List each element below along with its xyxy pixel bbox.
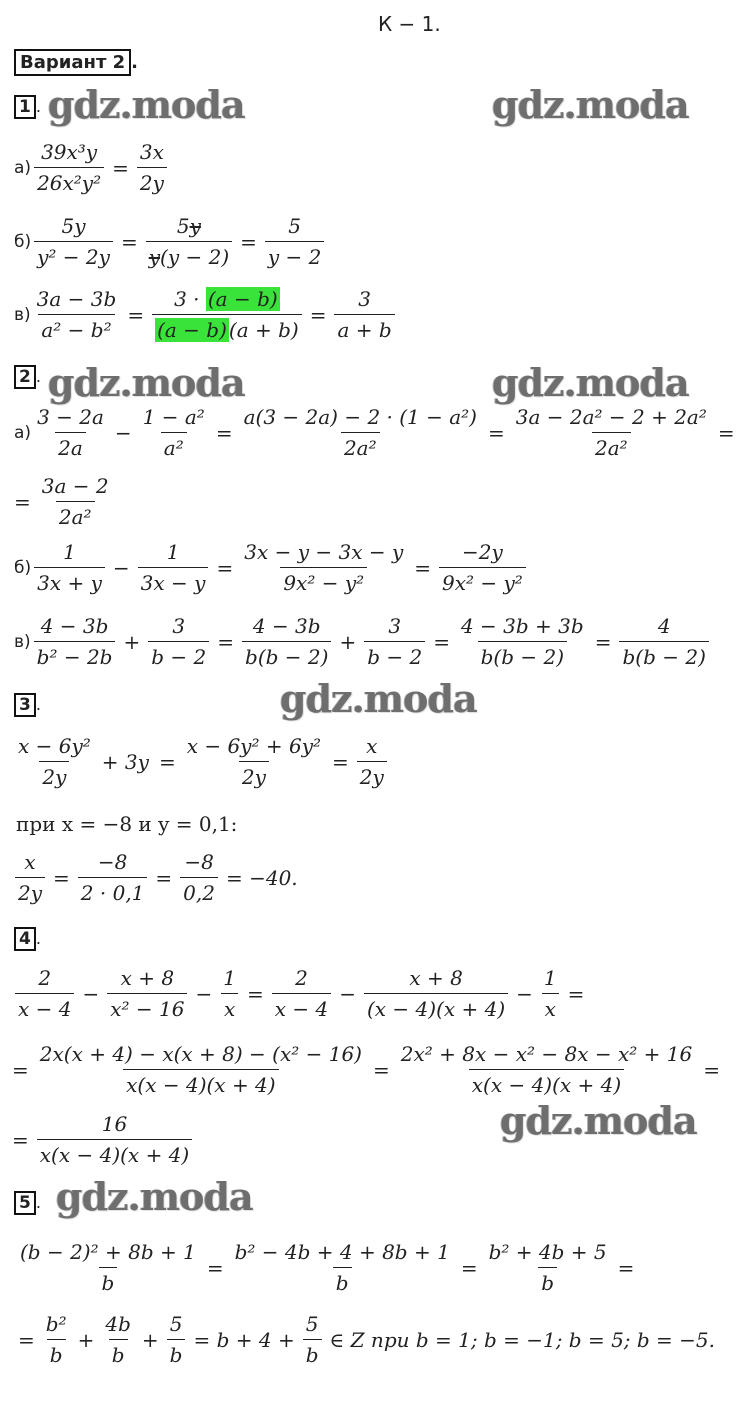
t2-b-line: б) $\frac{1}{3x + y}$ − $\frac{1}{3x - y}$ = $\frac{3x - y - 3x - y}{\text{9x² − y²}}$ = $\frac{-2y}{\text{9x² − y²}}$ (14, 540, 529, 595)
variant-box: Вариант 2 (14, 49, 131, 76)
task-number-3: 3 . (14, 694, 41, 716)
watermark: gdz.moda (492, 360, 689, 405)
t1-a-line: а) $\frac{\text{39x³y}}{\text{26x²y²}}$ = $\frac{3x}{2y}$ (14, 140, 170, 195)
watermark: gdz.moda (48, 82, 245, 127)
watermark: gdz.moda (48, 360, 245, 405)
task-number-4: 4 . (14, 928, 41, 950)
t1-b-line: б) $\frac{5y}{\text{y² − 2y}}$ = $\frac{5y}{y(y - 2)}$ = $\frac{5}{y - 2}$ (14, 214, 327, 269)
t5-line1: $\frac{\text{(b − 2)² + 8b + 1}}{b}$ = $\frac{\text{b² − 4b + 4 + 8b + 1}}{b}$ = $\frac{\text{b² + 4b + 5}}{b}$ = (20, 1240, 635, 1295)
variant-label (14, 52, 138, 73)
t4-line3: = $\frac{16}{x(x - 4)(x + 4)}$ (12, 1112, 195, 1167)
t2-a-line: а) $\frac{3 - 2a}{2a}$ − $\frac{\text{1 − a²}}{\text{a²}}$ = $\frac{\text{a(3 − 2a) − 2 · (1 − a²)}}{\text{2a²}}$ = $\frac{\text{3a − 2a² − 2 + 2a²}}{\text{2a²}}$ = (14, 405, 735, 460)
t1-v-line: в) $\frac{3a - 3b}{\text{a² − b²}}$ = $\frac{3 \cdot (a - b)}{(a - b) (a + b)}$ = $\frac{3}{a + b}$ (14, 287, 398, 342)
t3-condition: при x = −8 и y = 0,1: (16, 812, 238, 836)
watermark: gdz.moda (500, 1098, 697, 1143)
t3-line: $\frac{\text{x − 6y²}}{2y}$ + 3y = $\frac{\text{x − 6y² + 6y²}}{2y}$ = $\frac{x}{2y}$ (12, 734, 390, 789)
watermark: gdz.moda (56, 1174, 253, 1219)
variant-dot: . (131, 52, 139, 73)
t2-v-line: в) $\frac{4 - 3b}{\text{b² − 2b}}$ + $\frac{3}{b - 2}$ = $\frac{4 - 3b}{b(b - 2)}$ + $\frac{3}{b - 2}$ = $\frac{4 - 3b + 3b}{b(b - 2)}$ = $\frac{4}{b(b - 2)}$ (14, 614, 712, 669)
t5-line2: = $\frac{\text{b²}}{b}$ + $\frac{4b}{b}$ + $\frac{5}{b}$ = b + 4 + $\frac{5}{b}$ ∈ Z при b = 1; b = −1; b = 5; b = −5. (18, 1312, 716, 1367)
t4-line1: $\frac{2}{x - 4}$ − $\frac{x + 8}{\text{x² − 16}}$ − $\frac{1}{x}$ = $\frac{2}{x - 4}$ − $\frac{x + 8}{(x - 4)(x + 4)}$ − $\frac{1}{x}$ = (12, 966, 589, 1021)
task-number-5: 5 . (14, 1192, 41, 1214)
task-number-2: 2 . (14, 366, 41, 388)
page-title: К − 1. (378, 12, 441, 36)
t2-a-result: = $\frac{3a - 2}{\text{2a²}}$ (14, 474, 109, 529)
t3-calc: $\frac{x}{2y}$ = $\frac{-8}{2 \cdot 0,1}$ = $\frac{-8}{0,2}$ = −40. (12, 850, 303, 905)
task-number-1: 1 . (14, 96, 41, 118)
watermark: gdz.moda (492, 82, 689, 127)
t4-line2: = $\frac{\text{2x(x + 4) − x(x + 8) − (x² − 16)}}{x(x - 4)(x + 4)}$ = $\frac{\text{2x² + 8x − x² − 8x − x² + 16}}{x(x - 4)(x + 4)}$ = (12, 1042, 720, 1097)
watermark: gdz.moda (280, 676, 477, 721)
